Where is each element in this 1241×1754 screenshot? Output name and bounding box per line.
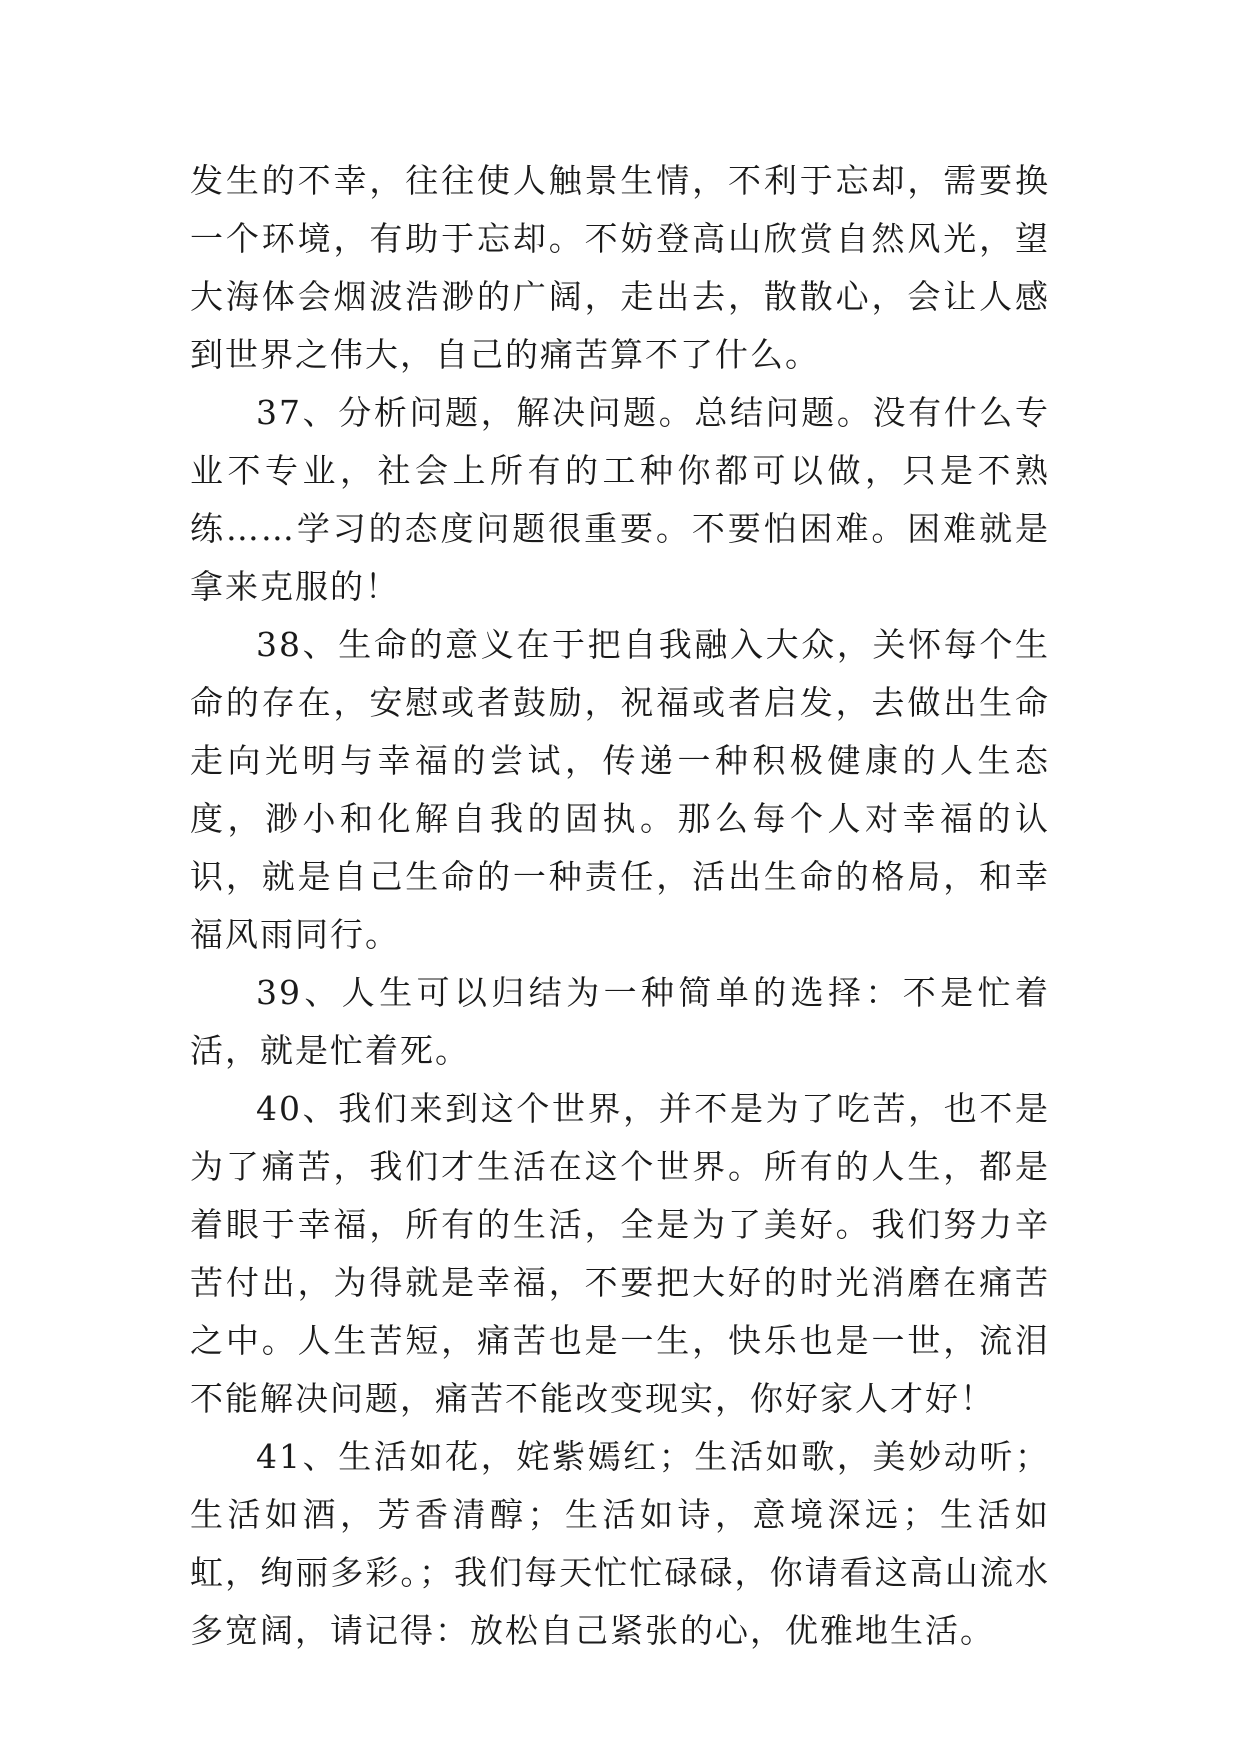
- paragraph-item-38: 38、生命的意义在于把自我融入大众，关怀每个生命的存在，安慰或者鼓励，祝福或者启发，去做出生命走向光明与幸福的尝试，传递一种积极健康的人生态度，渺小和化解自我的固执。那么每个人对幸福的认识，就是自己生命的一种责任，活出生命的格局，和幸福风雨同行。: [190, 625, 1050, 954]
- paragraph-item-41: 41、生活如花，姹紫嫣红；生活如歌，美妙动听；生活如酒，芳香清醇；生活如诗，意境深远；生活如虹，绚丽多彩。；我们每天忙忙碌碌，你请看这高山流水多宽阔，请记得：放松自己紧张的心，优雅地生活。: [190, 1437, 1050, 1650]
- paragraph-item-39: 39、人生可以归结为一种简单的选择：不是忙着活，就是忙着死。: [190, 973, 1050, 1070]
- document-body: [190, 152, 1050, 1660]
- paragraph-item-37: 37、分析问题，解决问题。总结问题。没有什么专业不专业，社会上所有的工种你都可以做，只是不熟练……学习的态度问题很重要。不要怕困难。困难就是拿来克服的！: [190, 393, 1050, 606]
- paragraph-item-40: 40、我们来到这个世界，并不是为了吃苦，也不是为了痛苦，我们才生活在这个世界。所有的人生，都是着眼于幸福，所有的生活，全是为了美好。我们努力辛苦付出，为得就是幸福，不要把大好的时光消磨在痛苦之中。人生苦短，痛苦也是一生，快乐也是一世，流泪不能解决问题，痛苦不能改变现实，你好家人才好！: [190, 1089, 1050, 1418]
- paragraph-continuation: 发生的不幸，往往使人触景生情，不利于忘却，需要换一个环境，有助于忘却。不妨登高山欣赏自然风光，望大海体会烟波浩渺的广阔，走出去，散散心，会让人感到世界之伟大，自己的痛苦算不了什么。: [190, 161, 1050, 374]
